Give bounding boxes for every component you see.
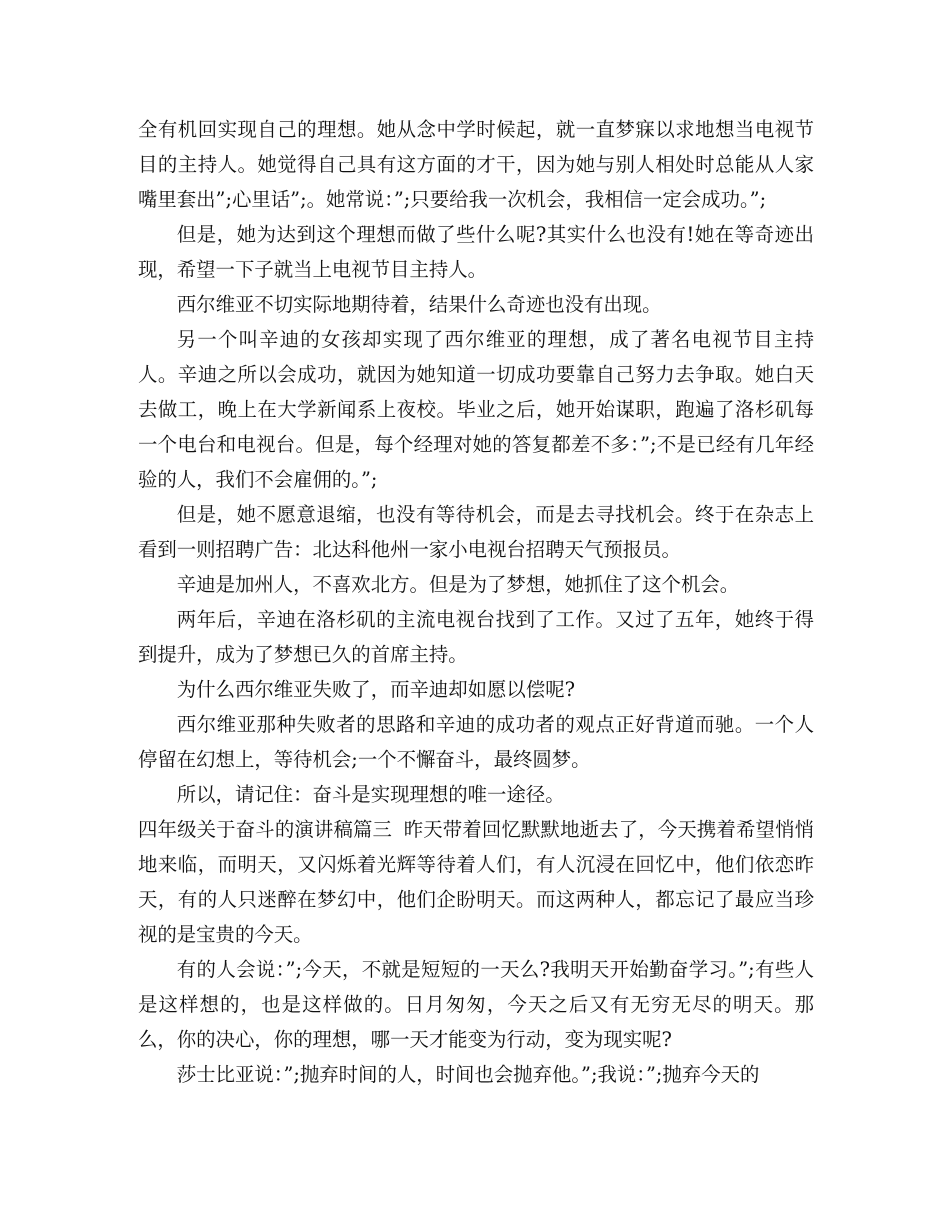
paragraph-2: 但是，她为达到这个理想而做了些什么呢?其实什么也没有!她在等奇迹出现，希望一下子就当上电视节目主持人。 xyxy=(138,223,814,281)
paragraph-1: 全有机回实现自己的理想。她从念中学时候起，就一直梦寐以求地想当电视节目的主持人。她觉得自己具有这方面的才干，因为她与别人相处时总能从人家嘴里套出”;心里话”;。她常说：”;只要给我一次机会，我相信一定会成功。”; xyxy=(138,118,814,211)
section-3-text: 昨天带着回忆默默地逝去了，今天携着希望悄悄地来临，而明天，又闪烁着光辉等待着人们，有人沉浸在回忆中，他们依恋昨天，有的人只迷醉在梦幻中，他们企盼明天。而这两种人，都忘记了最应当珍视的是宝贵的今天。 xyxy=(138,818,815,946)
paragraph-12: 有的人会说：”;今天，不就是短短的一天么?我明天开始勤奋学习。”;有些人是这样想的，也是这样做的。日月匆匆，今天之后又有无穷无尽的明天。那么，你的决心，你的理想，哪一天才能变为行动，变为现实呢? xyxy=(138,958,814,1051)
paragraph-4: 另一个叫辛迪的女孩却实现了西尔维亚的理想，成了著名电视节目主持人。辛迪之所以会成功，就因为她知道一切成功要靠自己努力去争取。她白天去做工，晚上在大学新闻系上夜校。毕业之后，她开始谋职，跑遍了洛杉矶每一个电台和电视台。但是，每个经理对她的答复都差不多：”;不是已经有几年经验的人，我们不会雇佣的。”; xyxy=(138,328,814,491)
document-body xyxy=(138,112,814,1092)
paragraph-10: 所以，请记住：奋斗是实现理想的唯一途径。 xyxy=(176,783,565,806)
paragraph-7: 两年后，辛迪在洛杉矶的主流电视台找到了工作。又过了五年，她终于得到提升，成为了梦想已久的首席主持。 xyxy=(138,608,814,666)
paragraph-13: 莎士比亚说：”;抛弃时间的人，时间也会抛弃他。”;我说：”;抛弃今天的 xyxy=(176,1063,760,1086)
section-3-heading: 四年级关于奋斗的演讲稿篇三 xyxy=(138,818,393,841)
paragraph-8: 为什么西尔维亚失败了，而辛迪却如愿以偿呢? xyxy=(176,678,576,701)
section-3-paragraph xyxy=(138,812,814,952)
paragraph-3: 西尔维亚不切实际地期待着，结果什么奇迹也没有出现。 xyxy=(176,293,662,316)
paragraph-9: 西尔维亚那种失败者的思路和辛迪的成功者的观点正好背道而驰。一个人停留在幻想上，等待机会;一个不懈奋斗，最终圆梦。 xyxy=(138,713,814,771)
paragraph-5: 但是，她不愿意退缩，也没有等待机会，而是去寻找机会。终于在杂志上看到一则招聘广告：北达科他州一家小电视台招聘天气预报员。 xyxy=(138,503,814,561)
paragraph-6: 辛迪是加州人，不喜欢北方。但是为了梦想，她抓住了这个机会。 xyxy=(176,573,740,596)
